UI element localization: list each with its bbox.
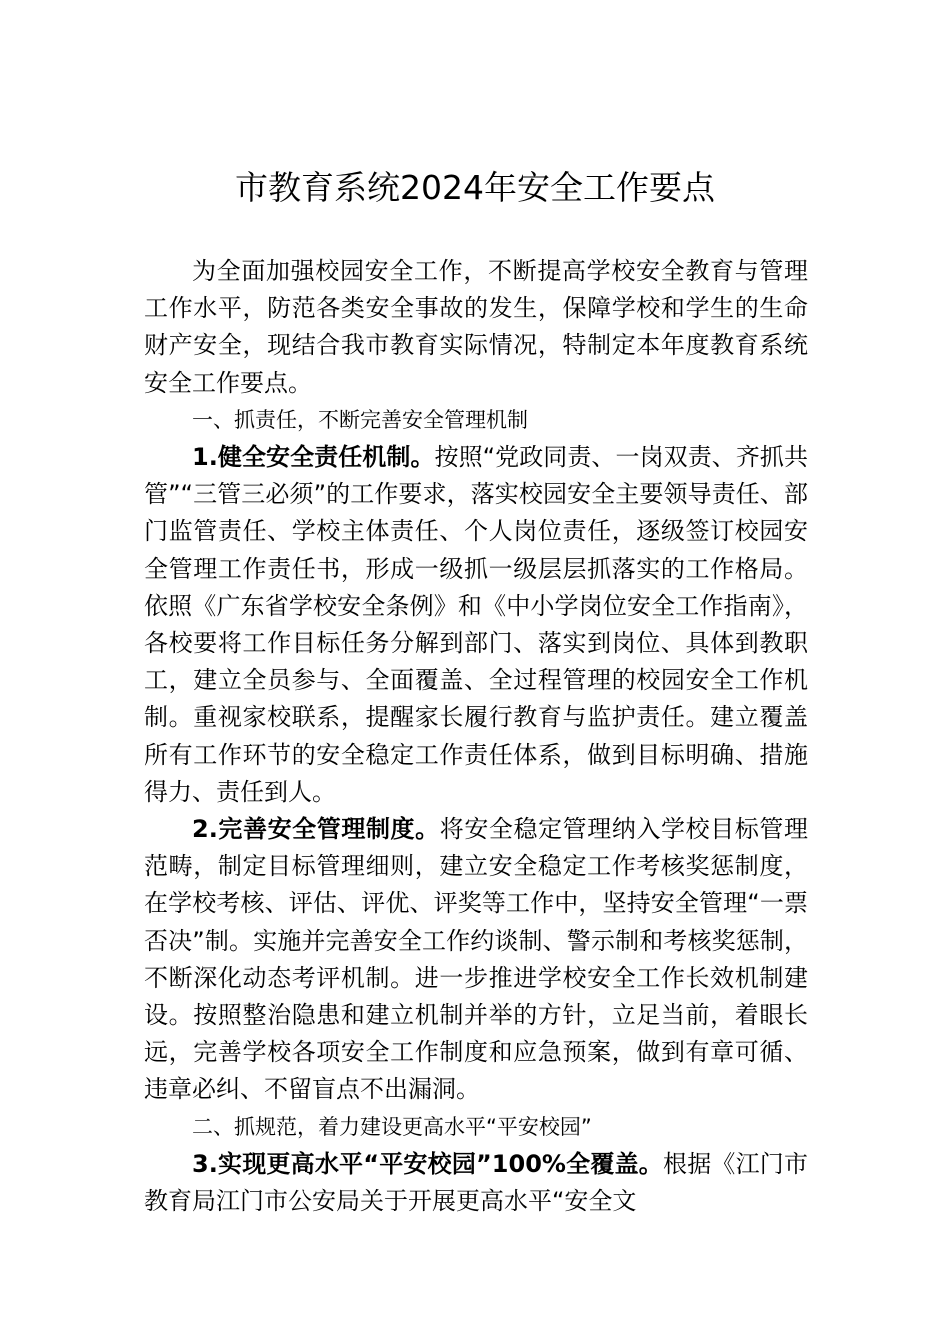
intro-paragraph: 为全面加强校园安全工作，不断提高学校安全教育与管理工作水平，防范各类安全事故的发生，保障学校和学生的生命财产安全，现结合我市教育实际情况，特制定本年度教育系统安全工作要点。 [144,257,808,397]
document-body [144,253,808,1220]
item-3-text: 根据《江门市教育局江门市公安局关于开展更高水平“安全文 [144,1149,809,1216]
item-1-text: 按照“党政同责、一岗双责、齐抓共管”“三管三必须”的工作要求，落实校园安全主要领导责任、部门监管责任、学校主体责任、个人岗位责任，逐级签订校园安全管理工作责任书，形成一级抓一级层层抓落实的工作格局。依照《广东省学校安全条例》和《中小学岗位安全工作指南》，各校要将工作目标任务分解到部门、落实到岗位、具体到教职工，建立全员参与、全面覆盖、全过程管理的校园安全工作机制。重视家校联系，提醒家长履行教育与监护责任。建立覆盖所有工作环节的安全稳定工作责任体系，做到目标明确、措施得力、责任到人。 [144,443,808,806]
item-1-paragraph [144,439,808,811]
item-3-lead: 3.实现更高水平“平安校园”100%全覆盖。 [192,1149,663,1178]
document-title: 市教育系统2024年安全工作要点 [235,168,715,207]
item-2-paragraph [144,811,808,1109]
section-heading-2: 二、抓规范，着力建设更高水平“平安校园” [192,1114,592,1139]
item-1-lead: 1.健全安全责任机制。 [192,443,435,472]
section-heading-1: 一、抓责任，不断完善安全管理机制 [192,407,528,432]
item-2-text: 将安全稳定管理纳入学校目标管理范畴，制定目标管理细则，建立安全稳定工作考核奖惩制度，在学校考核、评估、评优、评奖等工作中，坚持安全管理“一票否决”制。实施并完善安全工作约谈制、警示制和考核奖惩制，不断深化动态考评机制。进一步推进学校安全工作长效机制建设。按照整治隐患和建立机制并举的方针，立足当前，着眼长远，完善学校各项安全工作制度和应急预案，做到有章可循、违章必纠、不留盲点不出漏洞。 [144,815,809,1104]
item-3-paragraph [144,1146,808,1220]
item-2-lead: 2.完善安全管理制度。 [192,815,440,844]
